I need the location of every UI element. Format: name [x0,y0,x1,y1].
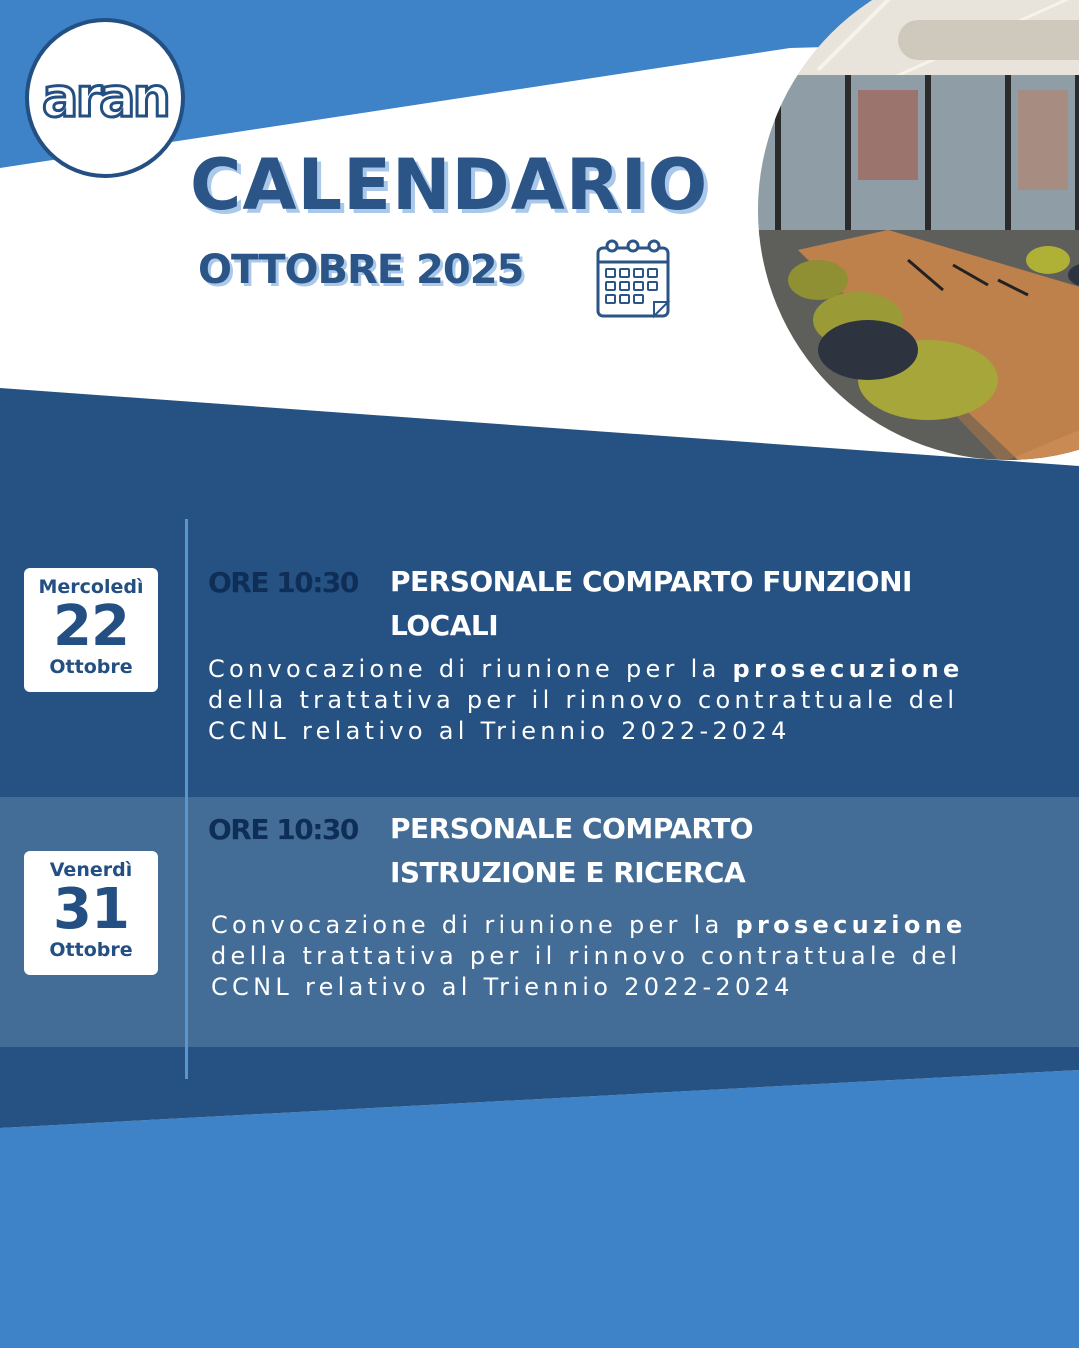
event-row-1 [0,540,1079,780]
event-title [390,807,1030,895]
event-title-line1: PERSONALE COMPARTO FUNZIONI [390,565,912,598]
desc-line3: CCNL relativo al Triennio 2022-2024 [208,717,791,745]
page-subtitle: OTTOBRE 2025 [198,247,524,293]
desc-line2: della trattativa per il rinnovo contrattuale del [208,686,959,714]
event-title [390,560,1030,648]
page-title: CALENDARIO [190,144,709,226]
event-description [208,654,1038,747]
logo-text: aran [42,66,168,129]
desc-bold: prosecuzione [735,911,967,939]
event-description [211,910,1041,1003]
date-month: Ottobre [49,656,133,678]
desc-text: Convocazione di riunione per la [208,655,733,683]
desc-bold: prosecuzione [732,655,964,683]
event-title-line2: LOCALI [390,609,499,642]
date-weekday: Venerdì [49,859,133,881]
date-day: 22 [53,594,129,659]
desc-line2: della trattativa per il rinnovo contrattuale del [211,942,962,970]
date-card [24,851,158,975]
timeline-divider [185,519,188,1079]
desc-text: Convocazione di riunione per la [211,911,736,939]
desc-line3: CCNL relativo al Triennio 2022-2024 [211,973,794,1001]
date-day: 31 [53,877,129,942]
event-time: ORE 10:30 [208,813,358,846]
event-time: ORE 10:30 [208,566,358,599]
calendar-icon [594,236,674,320]
event-title-line1: PERSONALE COMPARTO [390,812,754,845]
date-card [24,568,158,692]
date-weekday: Mercoledì [38,576,144,598]
event-title-line2: ISTRUZIONE E RICERCA [390,856,746,889]
event-row-2 [0,797,1079,1047]
date-month: Ottobre [49,939,133,961]
aran-logo [25,18,185,178]
